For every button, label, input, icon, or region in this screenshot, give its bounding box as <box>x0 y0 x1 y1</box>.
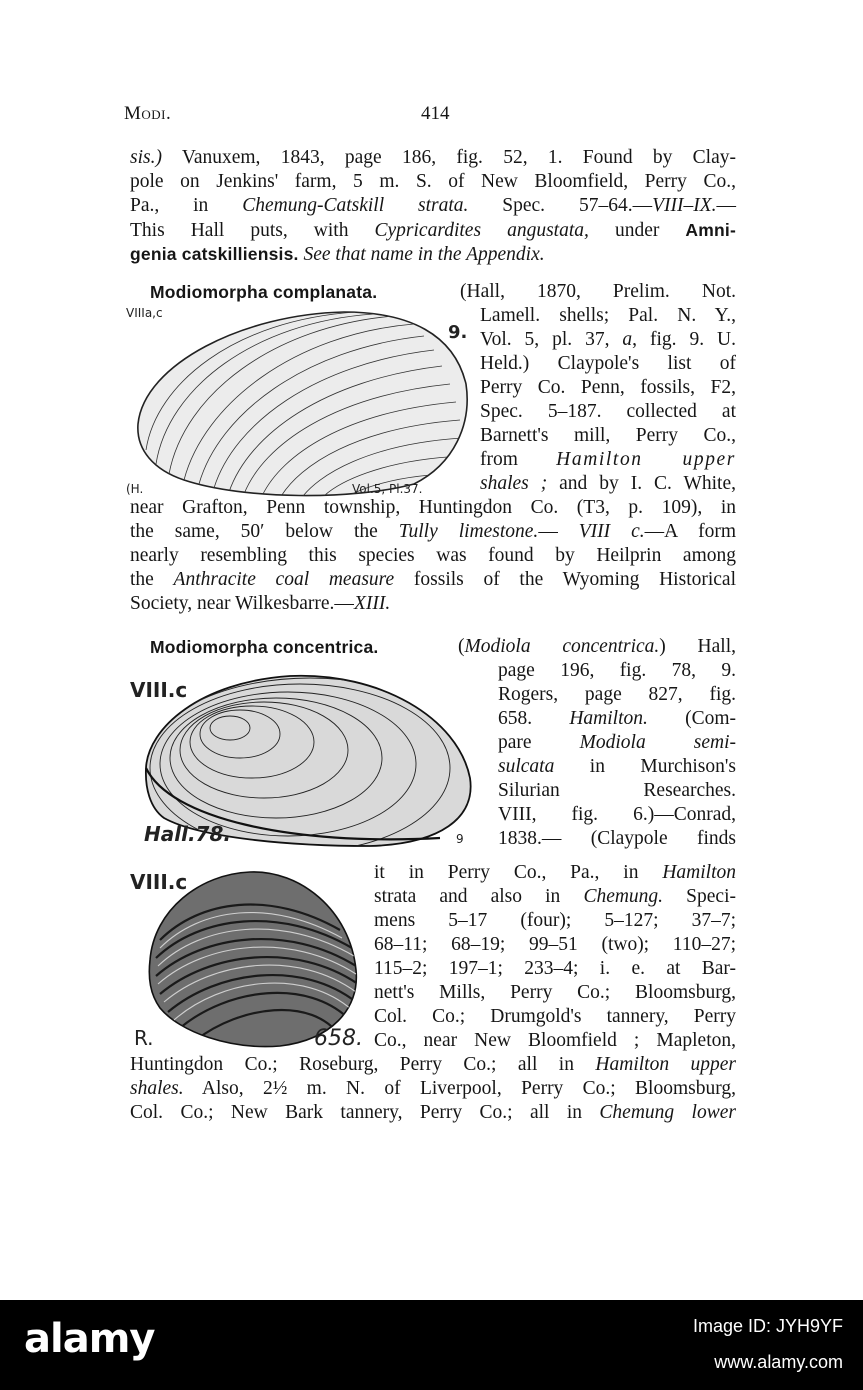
fig1-label-top: VIIIa,c <box>126 306 163 320</box>
entry2-line-1: (Modiola concentrica.) Hall, <box>458 636 736 657</box>
entry1-line-10: near Grafton, Penn township, Huntingdon Co. (T3, p. 109), in <box>130 497 736 518</box>
entry1-line-1: (Hall, 1870, Prelim. Not. <box>460 281 736 302</box>
fig1-label-left: (H. <box>126 482 144 496</box>
entry2-heading: Modiomorpha concentrica. <box>150 637 379 657</box>
entry1-line-9: shales ; and by I. C. White, <box>480 473 737 494</box>
entry2-line-16: Col. Co.; Drumgold's tannery, Perry <box>374 1006 736 1027</box>
fig1-label-bottom: Vol.5, Pl.37. <box>352 482 423 496</box>
entry2-line-10: it in Perry Co., Pa., in Hamilton <box>374 862 736 883</box>
complanata-shell-illustration <box>124 304 474 504</box>
modiomorpha-complanata-figure <box>124 304 474 504</box>
entry2-line-7: Silurian Researches. <box>498 780 736 801</box>
entry2-line-3: Rogers, page 827, fig. <box>498 684 736 705</box>
entry1-line-3: Vol. 5, pl. 37, a, fig. 9. U. <box>480 329 736 350</box>
p1-line-1: sis.) Vanuxem, 1843, page 186, fig. 52, 1. Found by Clay- <box>130 147 736 168</box>
fig3-label-number: 658. <box>314 1026 363 1051</box>
entry1-line-4: Held.) Claypole's list of <box>480 353 736 374</box>
alamy-logo: alamy <box>24 1316 155 1362</box>
entry2-line-14: 115–2; 197–1; 233–4; i. e. at Bar- <box>374 958 736 979</box>
entry1-line-14: Society, near Wilkesbarre.—XIII. <box>130 593 391 614</box>
modiomorpha-concentrica-figure-1 <box>130 668 480 852</box>
entry1-line-12: nearly resembling this species was found by Heilprin among <box>130 545 736 566</box>
page-number: 414 <box>421 103 450 124</box>
p1-line-3: Pa., in Chemung-Catskill strata. Spec. 57–64.—VIII–IX.— <box>130 195 737 216</box>
running-head <box>124 103 744 133</box>
fig3-label-left: R. <box>134 1026 154 1050</box>
fig3-label-top: VIII.c <box>130 870 188 894</box>
fig2-label-number: 9 <box>456 832 464 846</box>
entry1-line-5: Perry Co. Penn, fossils, F2, <box>480 377 736 398</box>
entry1-heading: Modiomorpha complanata. <box>150 282 378 302</box>
entry2-line-6: sulcata in Murchison's <box>498 756 736 777</box>
entry2-line-11: strata and also in Chemung. Speci- <box>374 886 736 907</box>
entry2-line-18: Huntingdon Co.; Roseburg, Perry Co.; all in Hamilton upper <box>130 1054 736 1075</box>
entry1-line-11: the same, 50′ below the Tully limestone.— VIII c.—A form <box>130 521 736 542</box>
entry2-line-12: mens 5–17 (four); 5–127; 37–7; <box>374 910 736 931</box>
entry1-line-7: Barnett's mill, Perry Co., <box>480 425 736 446</box>
fig2-label-top: VIII.c <box>130 678 188 702</box>
fig2-label-bottom: Hall.78. <box>144 822 231 846</box>
entry2-line-19: shales. Also, 2½ m. N. of Liverpool, Perry Co.; Bloomsburg, <box>130 1078 736 1099</box>
p1-line-4: This Hall puts, with Cypricardites angustata, under Amni- <box>130 220 736 241</box>
image-id: Image ID: JYH9YF <box>692 1316 843 1336</box>
entry2-line-20: Col. Co.; New Bark tannery, Perry Co.; all in Chemung lower <box>130 1102 736 1123</box>
entry2-line-2: page 196, fig. 78, 9. <box>498 660 736 681</box>
entry2-line-8: VIII, fig. 6.)—Conrad, <box>498 804 736 825</box>
entry2-line-17: Co., near New Bloomfield ; Mapleton, <box>374 1030 736 1051</box>
entry1-line-2: Lamell. shells; Pal. N. Y., <box>480 305 736 326</box>
entry2-line-4: 658. Hamilton. (Com- <box>498 708 736 729</box>
entry1-line-6: Spec. 5–187. collected at <box>480 401 736 422</box>
running-head-title: Modi. <box>124 103 172 124</box>
entry2-line-13: 68–11; 68–19; 99–51 (two); 110–27; <box>374 934 736 955</box>
site-url[interactable]: www.alamy.com <box>714 1352 843 1372</box>
entry2-line-15: nett's Mills, Perry Co.; Bloomsburg, <box>374 982 736 1003</box>
modiomorpha-concentrica-figure-2 <box>130 860 363 1052</box>
entry1-line-13: the Anthracite coal measure fossils of the Wyoming Historical <box>130 569 736 590</box>
entry1-line-8: from Hamilton upper <box>480 449 736 470</box>
entry2-line-5: pare Modiola semi- <box>498 732 736 753</box>
entry2-line-9: 1838.— (Claypole finds <box>498 828 736 849</box>
p1-line-5: genia catskilliensis. See that name in the Appendix. <box>130 244 545 265</box>
p1-line-2: pole on Jenkins' farm, 5 m. S. of New Bloomfield, Perry Co., <box>130 171 736 192</box>
fig1-label-number: 9. <box>448 322 468 343</box>
stock-footer-bar <box>0 1300 863 1390</box>
